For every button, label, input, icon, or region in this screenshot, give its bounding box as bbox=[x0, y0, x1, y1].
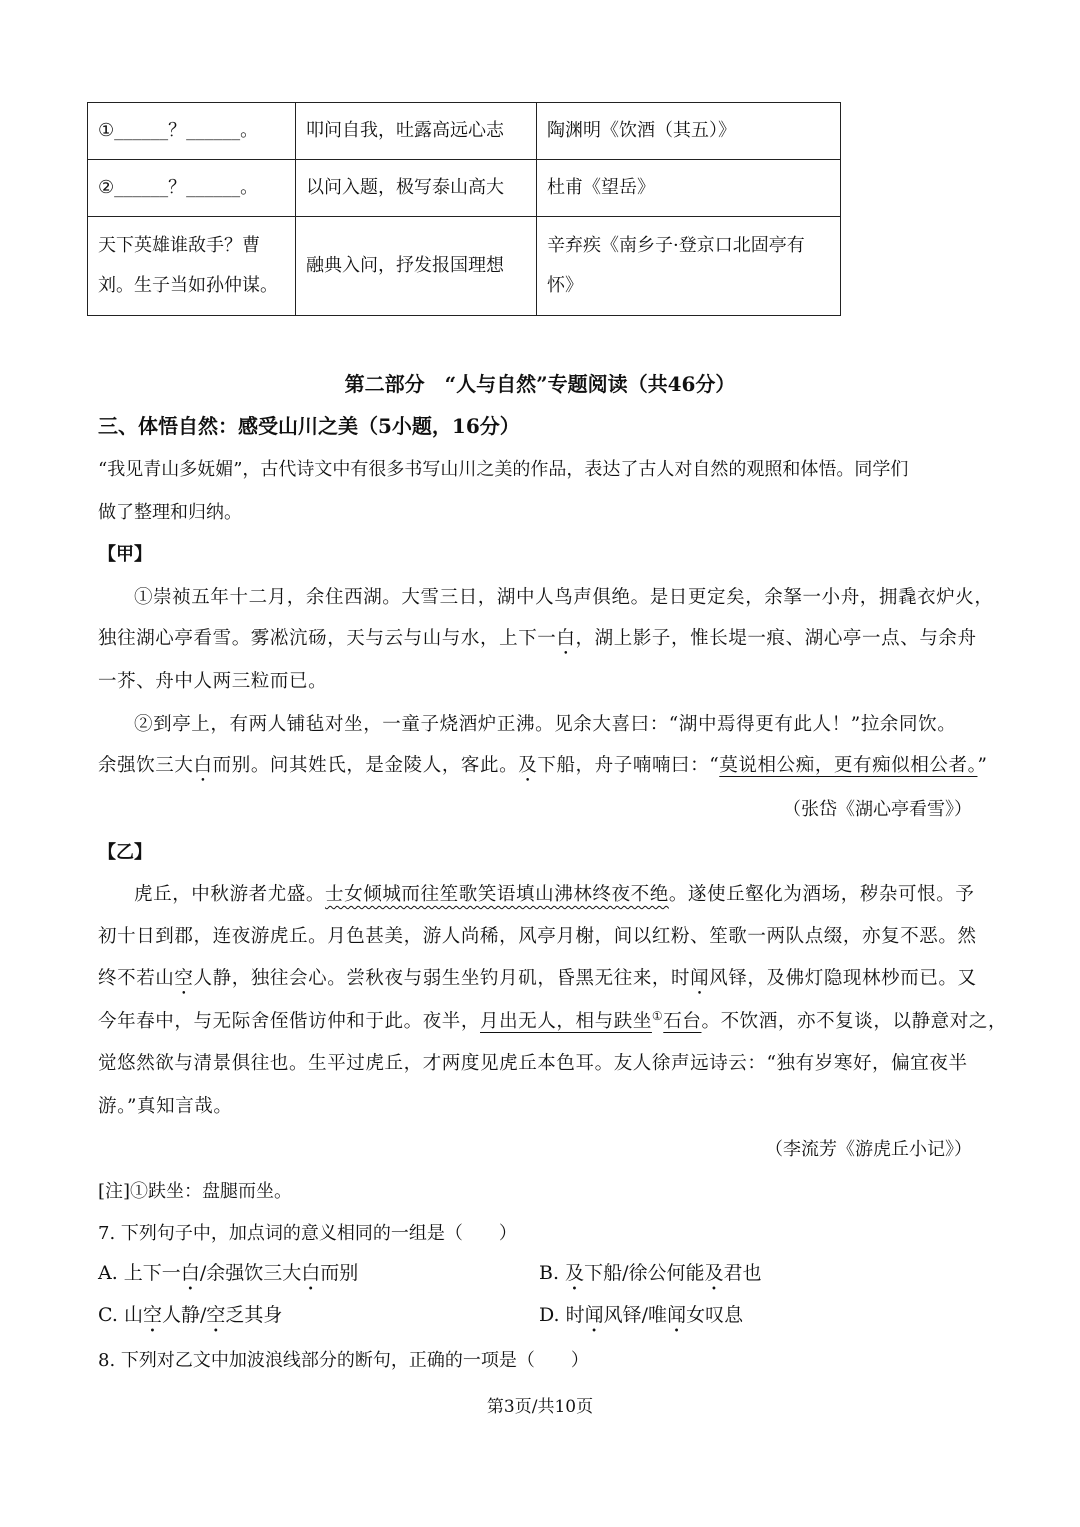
source-citation: （张岱《湖心亭看雪》） bbox=[783, 799, 972, 820]
text-line: 游。”真知言哉。 bbox=[98, 1096, 233, 1117]
underlined-sentence: 石台 bbox=[663, 1011, 702, 1032]
dotted-word: 白 bbox=[180, 1262, 200, 1284]
underlined-sentence: 莫说相公痴，更有痴似相公者。 bbox=[719, 755, 978, 776]
cell-line: 天下英雄谁敌手？曹 bbox=[98, 235, 260, 256]
intro-line: 做了整理和归纳。 bbox=[98, 502, 242, 523]
text-line: 今年春中，与无际舍侄偕访仲和于此。夜半，月出无人，相与趺坐①石台。不饮酒，亦不复谈，以静意对之， bbox=[98, 1008, 1008, 1032]
dotted-word: 空 bbox=[206, 1304, 226, 1326]
part-title: 第二部分 “人与自然”专题阅读（共46分） bbox=[344, 372, 736, 396]
dotted-word: 白 bbox=[193, 755, 213, 776]
section-title: 三、体悟自然：感受山川之美（5小题，16分） bbox=[98, 414, 520, 438]
option-c: C. 山空人静/空乏其身 bbox=[98, 1304, 283, 1326]
question-7-stem: 7. 下列句子中，加点词的意义相同的一组是（ ） bbox=[98, 1223, 517, 1244]
cell-line: 刘。生子当如孙仲谋。 bbox=[98, 275, 278, 296]
text-line: ②到亭上，有两人铺毡对坐，一童子烧酒炉正沸。见余大喜曰：“湖中焉得更有此人！”拉余同饮。 bbox=[134, 714, 957, 735]
dotted-word: 白 bbox=[301, 1262, 321, 1284]
text-line: 终不若山空人静，独往会心。尝秋夜与弱生坐钓月矶，昏黑无往来，时闻风铎，及佛灯隐现林杪而已。又 bbox=[98, 968, 977, 989]
dotted-word: 及 bbox=[565, 1262, 585, 1284]
table-cell: 以问入题，极写泰山高大 bbox=[296, 160, 537, 217]
dotted-word: 及 bbox=[518, 755, 538, 776]
source-citation: （李流芳《游虎丘小记》） bbox=[765, 1139, 972, 1160]
table-cell: ①______？______。 bbox=[88, 103, 296, 160]
table-cell bbox=[537, 217, 841, 316]
dotted-word: 闻 bbox=[584, 1304, 604, 1326]
table-row bbox=[88, 103, 841, 160]
table-cell: 陶渊明《饮酒（其五）》 bbox=[537, 103, 841, 160]
table-row bbox=[88, 160, 841, 217]
dotted-word: 空 bbox=[174, 968, 194, 989]
table-cell bbox=[88, 217, 296, 316]
table-row bbox=[88, 217, 841, 316]
option-b: B. 及下船/徐公何能及君也 bbox=[539, 1262, 762, 1284]
dotted-word: 及 bbox=[704, 1262, 724, 1284]
table-cell: 叩问自我，吐露高远心志 bbox=[296, 103, 537, 160]
text-line: 觉悠然欲与清景俱往也。生平过虎丘，才两度见虎丘本色耳。友人徐声远诗云：“独有岁寒好，偏宜夜半 bbox=[98, 1053, 968, 1074]
table-cell: 融典入问，抒发报国理想 bbox=[296, 217, 537, 316]
cell-line: 怀》 bbox=[547, 275, 583, 296]
text-line: 虎丘，中秋游者尤盛。士女倾城而往笙歌笑语填山沸林终夜不绝。遂使丘壑化为酒场，秽杂可恨。予 bbox=[134, 884, 975, 905]
underlined-sentence: 月出无人，相与趺坐 bbox=[480, 1011, 652, 1032]
footnote-marker: ① bbox=[651, 1008, 664, 1023]
table-cell: 杜甫《望岳》 bbox=[537, 160, 841, 217]
dotted-word: 闻 bbox=[667, 1304, 687, 1326]
text-line: 一芥、舟中人两三粒而已。 bbox=[98, 671, 328, 692]
page-number: 第3页/共10页 bbox=[486, 1397, 594, 1417]
text-line: 初十日到郡，连夜游虎丘。月色甚美，游人尚稀，风亭月榭，间以红粉、笙歌一两队点缀，亦复不恶。然 bbox=[98, 926, 977, 947]
table-cell: ②______？______。 bbox=[88, 160, 296, 217]
option-a: A. 上下一白/余强饮三大白而别 bbox=[98, 1262, 359, 1284]
text-line: 独往湖心亭看雪。雾凇沆砀，天与云与山与水，上下一白，湖上影子，惟长堤一痕、湖心亭一点、与余舟 bbox=[98, 628, 977, 649]
yi-label: 【乙】 bbox=[98, 842, 152, 863]
dotted-word: 闻 bbox=[690, 968, 710, 989]
answer-table bbox=[87, 102, 841, 316]
question-8-stem: 8. 下列对乙文中加波浪线部分的断句，正确的一项是（ ） bbox=[98, 1350, 589, 1371]
intro-line: “我见青山多妩媚”，古代诗文中有很多书写山川之美的作品，表达了古人对自然的观照和体悟。同学们 bbox=[98, 459, 909, 480]
text-line: 余强饮三大白而别。问其姓氏，是金陵人，客此。及下船，舟子喃喃曰：“莫说相公痴，更有痴似相公者。” bbox=[98, 755, 988, 776]
text-line: ①崇祯五年十二月，余住西湖。大雪三日，湖中人鸟声俱绝。是日更定矣，余拏一小舟，拥毳衣炉火， bbox=[134, 587, 994, 608]
jia-label: 【甲】 bbox=[98, 544, 152, 565]
option-d: D. 时闻风铎/唯闻女叹息 bbox=[539, 1304, 744, 1326]
wavy-underlined-sentence: 士女倾城而往笙歌笑语填山沸林终夜不绝 bbox=[325, 884, 669, 905]
dotted-word: 空 bbox=[142, 1304, 162, 1326]
dotted-word: 白 bbox=[556, 628, 576, 649]
cell-line: 辛弃疾《南乡子·登京口北固亭有 bbox=[547, 235, 805, 256]
footnote: [注]①趺坐：盘腿而坐。 bbox=[98, 1181, 293, 1202]
